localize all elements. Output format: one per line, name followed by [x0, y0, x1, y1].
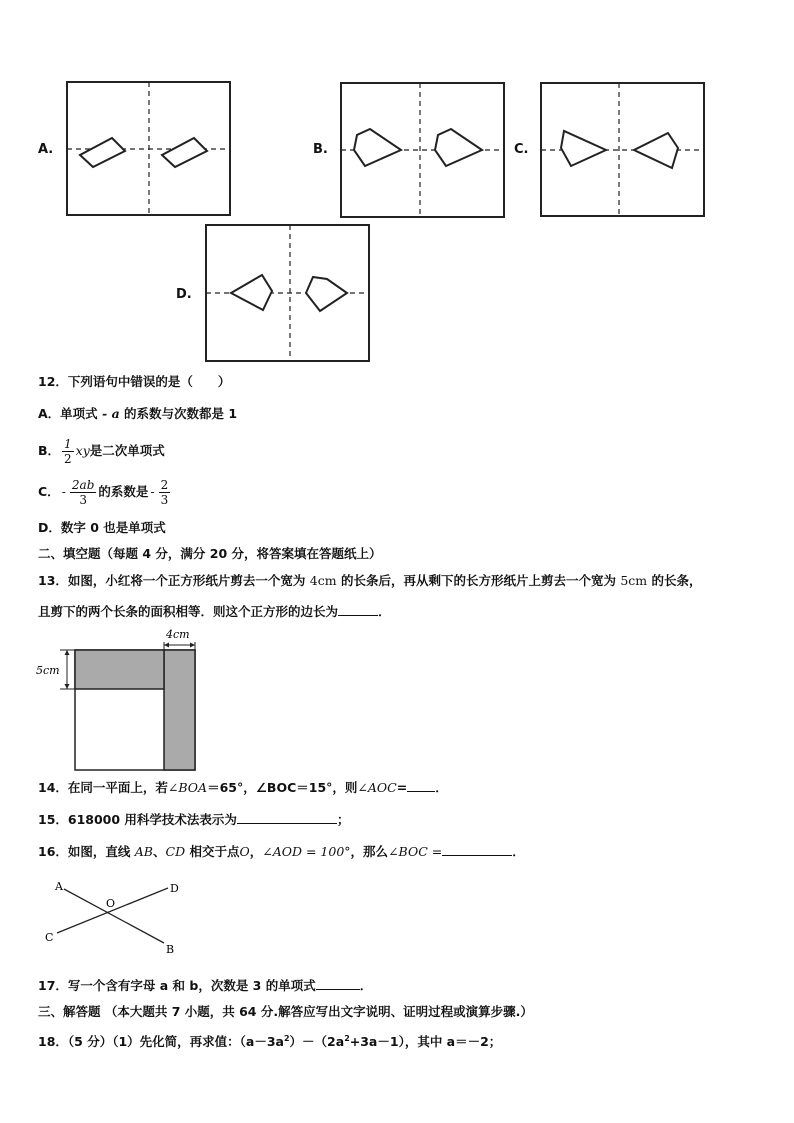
monomial-neg-a: - a [102, 406, 120, 421]
question-12-option-c [38, 474, 172, 510]
question-16 [38, 843, 525, 861]
line-ab: AB [134, 844, 153, 859]
question-18 [38, 1030, 501, 1051]
section-3-heading: 三、解答题 （本大题共 7 小题，共 64 分.解答应写出文字说明、证明过程或演算步骤.） [38, 1004, 533, 1019]
minus-sign: - [150, 484, 155, 499]
answer-blank[interactable] [338, 603, 378, 616]
rectangle-shape [162, 138, 207, 167]
answer-blank[interactable] [316, 977, 360, 990]
section-2-heading: 二、填空题（每题 4 分，满分 20 分，将答案填在答题纸上） [38, 546, 382, 561]
angle-boc: ∠BOC = [388, 844, 443, 859]
pentagon-shape [306, 277, 347, 311]
option-b-suffix: 是二次单项式 [89, 443, 165, 458]
question-12-option-b [38, 433, 165, 469]
option-d-label: D. [176, 287, 192, 302]
period: ． [359, 978, 373, 993]
option-d-figure [205, 224, 371, 363]
fraction-two-thirds [159, 478, 171, 507]
option-b-prefix: B． [38, 443, 61, 458]
pentagon-shape [435, 129, 482, 166]
option-c-prefix: C． [38, 484, 60, 499]
angle-boa: ∠BOA [167, 780, 208, 795]
q16-text-c: ，那么 [350, 844, 389, 859]
point-d-label: D [170, 882, 179, 895]
question-15 [38, 811, 349, 829]
fraction-one-half [62, 437, 74, 466]
point-b-label: B [166, 943, 175, 956]
arrowhead [190, 643, 195, 648]
denominator: 3 [160, 492, 169, 507]
question-13-line-1 [38, 572, 702, 590]
kite-shape [561, 131, 606, 166]
comma: ， [249, 844, 263, 859]
separator: 、 [152, 844, 166, 859]
question-12-option-a [38, 405, 237, 423]
point-c-label: C [45, 931, 54, 944]
q18-text-a: 18．（5 分）（1）先化简，再求值：（a－3a [38, 1034, 284, 1050]
rectangle-shape [80, 138, 125, 167]
pentagon-shape [231, 275, 272, 310]
minus-sign: - [61, 484, 66, 499]
intersecting-lines-figure [40, 876, 190, 956]
horizontal-strip [75, 650, 164, 689]
option-b-label: B. [313, 142, 328, 157]
option-a-suffix: 的系数与次数都是 1 [124, 406, 238, 421]
period: ． [435, 780, 448, 795]
angle-aoc: ∠AOC [357, 780, 397, 795]
line-cd: CD [165, 844, 186, 859]
option-c-figure [540, 82, 706, 218]
exponent: 2 [283, 1034, 290, 1043]
arrowhead [65, 650, 70, 655]
equals-sign: = [396, 780, 408, 795]
point-o: O [239, 844, 250, 859]
pentagon-shape [354, 129, 401, 166]
label-5cm: 5cm [36, 664, 60, 677]
option-c-label: C. [514, 142, 529, 157]
variable-xy: xy [75, 443, 90, 458]
option-c-mid: 的系数是 [98, 484, 149, 499]
label-4cm: 4cm [166, 628, 190, 641]
semicolon: ； [336, 812, 350, 827]
arrowhead [164, 643, 169, 648]
q16-text-a: 16．如图，直线 [38, 844, 131, 859]
question-14 [38, 779, 448, 797]
answer-blank[interactable] [237, 811, 337, 824]
width-4cm: 4cm [309, 573, 337, 588]
numerator: 2 [160, 477, 169, 492]
q16-text-b: 相交于点 [189, 844, 240, 859]
period: ． [512, 844, 525, 859]
answer-blank[interactable] [442, 843, 512, 856]
point-a-label: A [55, 880, 63, 893]
numerator: 1 [64, 436, 72, 451]
denominator: 2 [64, 451, 72, 466]
option-a-figure [66, 81, 232, 217]
q14-text-a: 14．在同一平面上，若 [38, 780, 168, 795]
q18-text-b: ）－（2a [289, 1034, 345, 1050]
width-5cm: 5cm [620, 573, 648, 588]
arrowhead [65, 684, 70, 689]
question-17 [38, 977, 372, 995]
kite-shape [634, 133, 678, 168]
q13-text-b: 的长条后，再从剩下的长方形纸片上剪去一个宽为 [340, 573, 616, 588]
answer-blank[interactable] [407, 779, 435, 792]
q13-text-a: 13．如图，小红将一个正方形纸片剪去一个宽为 [38, 573, 306, 588]
question-12-stem: 12．下列语句中错误的是（ ） [38, 374, 231, 389]
exponent: 2 [344, 1034, 350, 1043]
question-13-line-2 [38, 603, 391, 621]
q15-text: 15．618000 用科学技术法表示为 [38, 812, 237, 827]
option-b-figure [340, 82, 506, 219]
period: ． [378, 604, 391, 619]
option-a-prefix: A．单项式 [38, 406, 98, 421]
q17-text: 17．写一个含有字母 a 和 b，次数是 3 的单项式 [38, 978, 316, 993]
vertical-strip [164, 650, 195, 770]
question-12-option-d: D．数字 0 也是单项式 [38, 520, 166, 535]
q13-text-d: 且剪下的两个长条的面积相等．则这个正方形的边长为 [38, 604, 339, 619]
q13-text-c: 的长条， [651, 573, 702, 588]
fraction-2ab-over-3 [70, 478, 96, 507]
q14-text-b: ＝65°，∠BOC＝15°，则 [207, 780, 358, 795]
square-strips-figure [30, 622, 210, 774]
q18-text-c: +3a－1），其中 a＝－2； [349, 1034, 502, 1050]
point-o-label: O [106, 897, 116, 910]
denominator: 3 [79, 492, 87, 507]
numerator: 2ab [71, 477, 95, 492]
option-a-label: A. [38, 142, 54, 157]
angle-aod: ∠AOD = 100° [262, 844, 351, 859]
